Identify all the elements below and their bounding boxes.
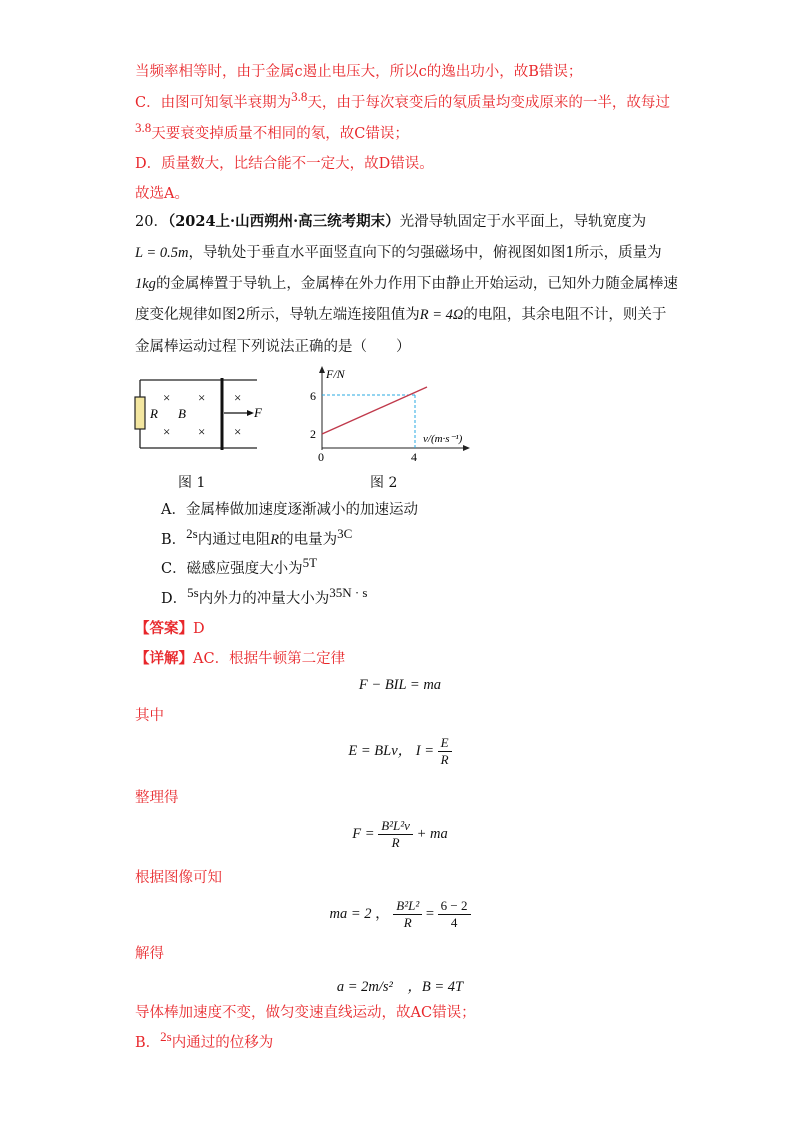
- option-c-text: C．磁感应强度大小为: [161, 561, 303, 577]
- answer-label: 【答案】: [135, 620, 193, 637]
- frac-den: R: [440, 752, 449, 767]
- question-line-3: [135, 274, 678, 294]
- eq-comma: ，: [375, 905, 390, 922]
- label-R: R: [150, 406, 158, 421]
- frac-num: B²L²v: [378, 818, 413, 835]
- option-b-time: 2s: [186, 526, 198, 541]
- question-text-4c: 的电阻，其余电阻不计，则关于: [463, 307, 667, 323]
- answer-value: D: [193, 621, 205, 637]
- equation-newton: F − BIL = ma: [358, 677, 442, 693]
- detail-b-text: 内通过的位移为: [171, 1035, 274, 1051]
- field-cross: ×: [198, 424, 206, 439]
- label-B: B: [178, 406, 186, 421]
- option-b-prefix: B．: [161, 532, 187, 548]
- text-line-5: 故选A。: [135, 186, 189, 202]
- equation-force: [0, 818, 800, 851]
- figure-2-caption: 图 2: [370, 475, 398, 491]
- x-tick-4: 4: [411, 450, 417, 464]
- field-cross: ×: [234, 424, 242, 439]
- question-line-2: [135, 243, 662, 263]
- option-d-impulse: 35N · s: [329, 585, 368, 600]
- eq-emf: E = BLv，: [348, 742, 413, 759]
- mass-value: 1kg: [135, 276, 156, 292]
- qizhong-label: 其中: [135, 708, 164, 724]
- question-line-4: [135, 305, 666, 325]
- option-d: [161, 585, 368, 609]
- frac-den: R: [391, 835, 400, 850]
- text-line-2: [135, 89, 670, 113]
- field-cross: ×: [163, 424, 171, 439]
- figure-2-graph: [305, 362, 480, 467]
- text-line-3b: 天要衰变掉质量不相同的氡，故C错误；: [151, 126, 409, 142]
- field-cross: ×: [163, 390, 171, 405]
- option-b-mid2: 的电量为: [279, 532, 338, 548]
- eq-force-rhs: + ma: [416, 825, 448, 842]
- equation-graph: [0, 898, 800, 931]
- option-d-mid: 内外力的冲量大小为: [198, 591, 330, 607]
- text-line-2b: 天，由于每次衰变后的氡质量均变成原来的一半，故每过: [307, 95, 670, 111]
- half-life-value: 3.8: [291, 89, 308, 104]
- option-c-value: 5T: [302, 555, 318, 570]
- question-text-1: 光滑导轨固定于水平面上，导轨宽度为: [399, 214, 647, 230]
- frac-den: 4: [450, 915, 458, 930]
- equation-emf: [0, 735, 800, 768]
- option-b-mid: 内通过电阻: [197, 532, 271, 548]
- y-axis-label: F/N: [326, 367, 345, 381]
- force-velocity-line: [322, 387, 427, 434]
- question-line-1: [135, 212, 646, 232]
- question-text-4a: 度变化规律如图2所示，导轨左端连接阻值为: [135, 307, 420, 323]
- field-cross: ×: [234, 390, 242, 405]
- y-axis-arrow: [319, 366, 325, 373]
- rail-width: L = 0.5m: [135, 245, 189, 261]
- origin-label: 0: [318, 450, 324, 464]
- text-line-1: 当频率相等时，由于金属c遏止电压大，所以c的逸出功小，故B错误；: [135, 64, 583, 80]
- detail-line: [135, 649, 345, 669]
- text-line-2a: C．由图可知氡半衰期为: [135, 95, 292, 111]
- eq-ma: ma = 2: [329, 905, 372, 922]
- option-d-prefix: D．: [161, 591, 188, 607]
- eq-force-lhs: F =: [352, 825, 375, 842]
- option-a: A．金属棒做加速度逐渐减小的加速运动: [161, 502, 418, 518]
- eq-slope-value: [438, 898, 471, 931]
- detail-b-prefix: B．: [135, 1035, 161, 1051]
- detail-label: 【详解】: [135, 650, 193, 667]
- text-line-3: [135, 120, 409, 144]
- frac-num: B²L²: [393, 898, 422, 915]
- field-cross: ×: [198, 390, 206, 405]
- detail-b-time: 2s: [160, 1029, 172, 1044]
- y-tick-6: 6: [310, 389, 316, 403]
- x-axis-arrow: [463, 445, 470, 451]
- question-number: 20．: [135, 214, 168, 230]
- eq-force-frac: [378, 818, 413, 851]
- option-b-charge: 3C: [337, 526, 353, 541]
- question-line-5: 金属棒运动过程下列说法正确的是（ ）: [135, 339, 411, 355]
- frac-num: E: [438, 735, 452, 752]
- question-text-3: 的金属棒置于导轨上，金属棒在外力作用下由静止开始运动，已知外力随金属棒速: [155, 276, 678, 292]
- genju-label: 根据图像可知: [135, 870, 222, 886]
- option-d-time: 5s: [187, 585, 199, 600]
- figure-1-circuit: [130, 372, 265, 462]
- option-b: [161, 526, 353, 550]
- figure-1-caption: 图 1: [178, 475, 206, 491]
- resistor: [135, 397, 145, 429]
- y-tick-2: 2: [310, 427, 316, 441]
- question-source: （2024上·山西朔州·高三统考期末）: [167, 213, 400, 230]
- force-arrowhead: [247, 410, 254, 416]
- detail-intro: AC．根据牛顿第二定律: [193, 651, 346, 667]
- question-text-2: ，导轨处于垂直水平面竖直向下的匀强磁场中，俯视图如图1所示，质量为: [188, 245, 662, 261]
- zhenglide-label: 整理得: [135, 790, 179, 806]
- eq-current-lhs: I =: [415, 742, 435, 759]
- jiede-label: 解得: [135, 946, 164, 962]
- eq-slope-frac: [393, 898, 422, 931]
- eq-equals: =: [425, 905, 435, 922]
- eq-current-frac: [438, 735, 452, 768]
- conclusion-ac: 导体棒加速度不变，做匀变速直线运动，故AC错误；: [135, 1005, 476, 1021]
- x-axis-label: v/(m·s⁻¹): [423, 433, 463, 445]
- answer-line: [135, 619, 205, 639]
- option-b-R: R: [270, 532, 280, 548]
- detail-b-line: [135, 1029, 274, 1053]
- resistance-value: R = 4Ω: [419, 307, 464, 323]
- frac-den: R: [403, 915, 412, 930]
- option-c: [161, 555, 318, 579]
- frac-num: 6 − 2: [438, 898, 471, 915]
- equation-result: a = 2m/s² ，B = 4T: [336, 979, 464, 995]
- text-line-4: D．质量数大，比结合能不一定大，故D错误。: [135, 156, 434, 172]
- half-life-value-2: 3.8: [135, 120, 152, 135]
- label-F: F: [254, 405, 262, 420]
